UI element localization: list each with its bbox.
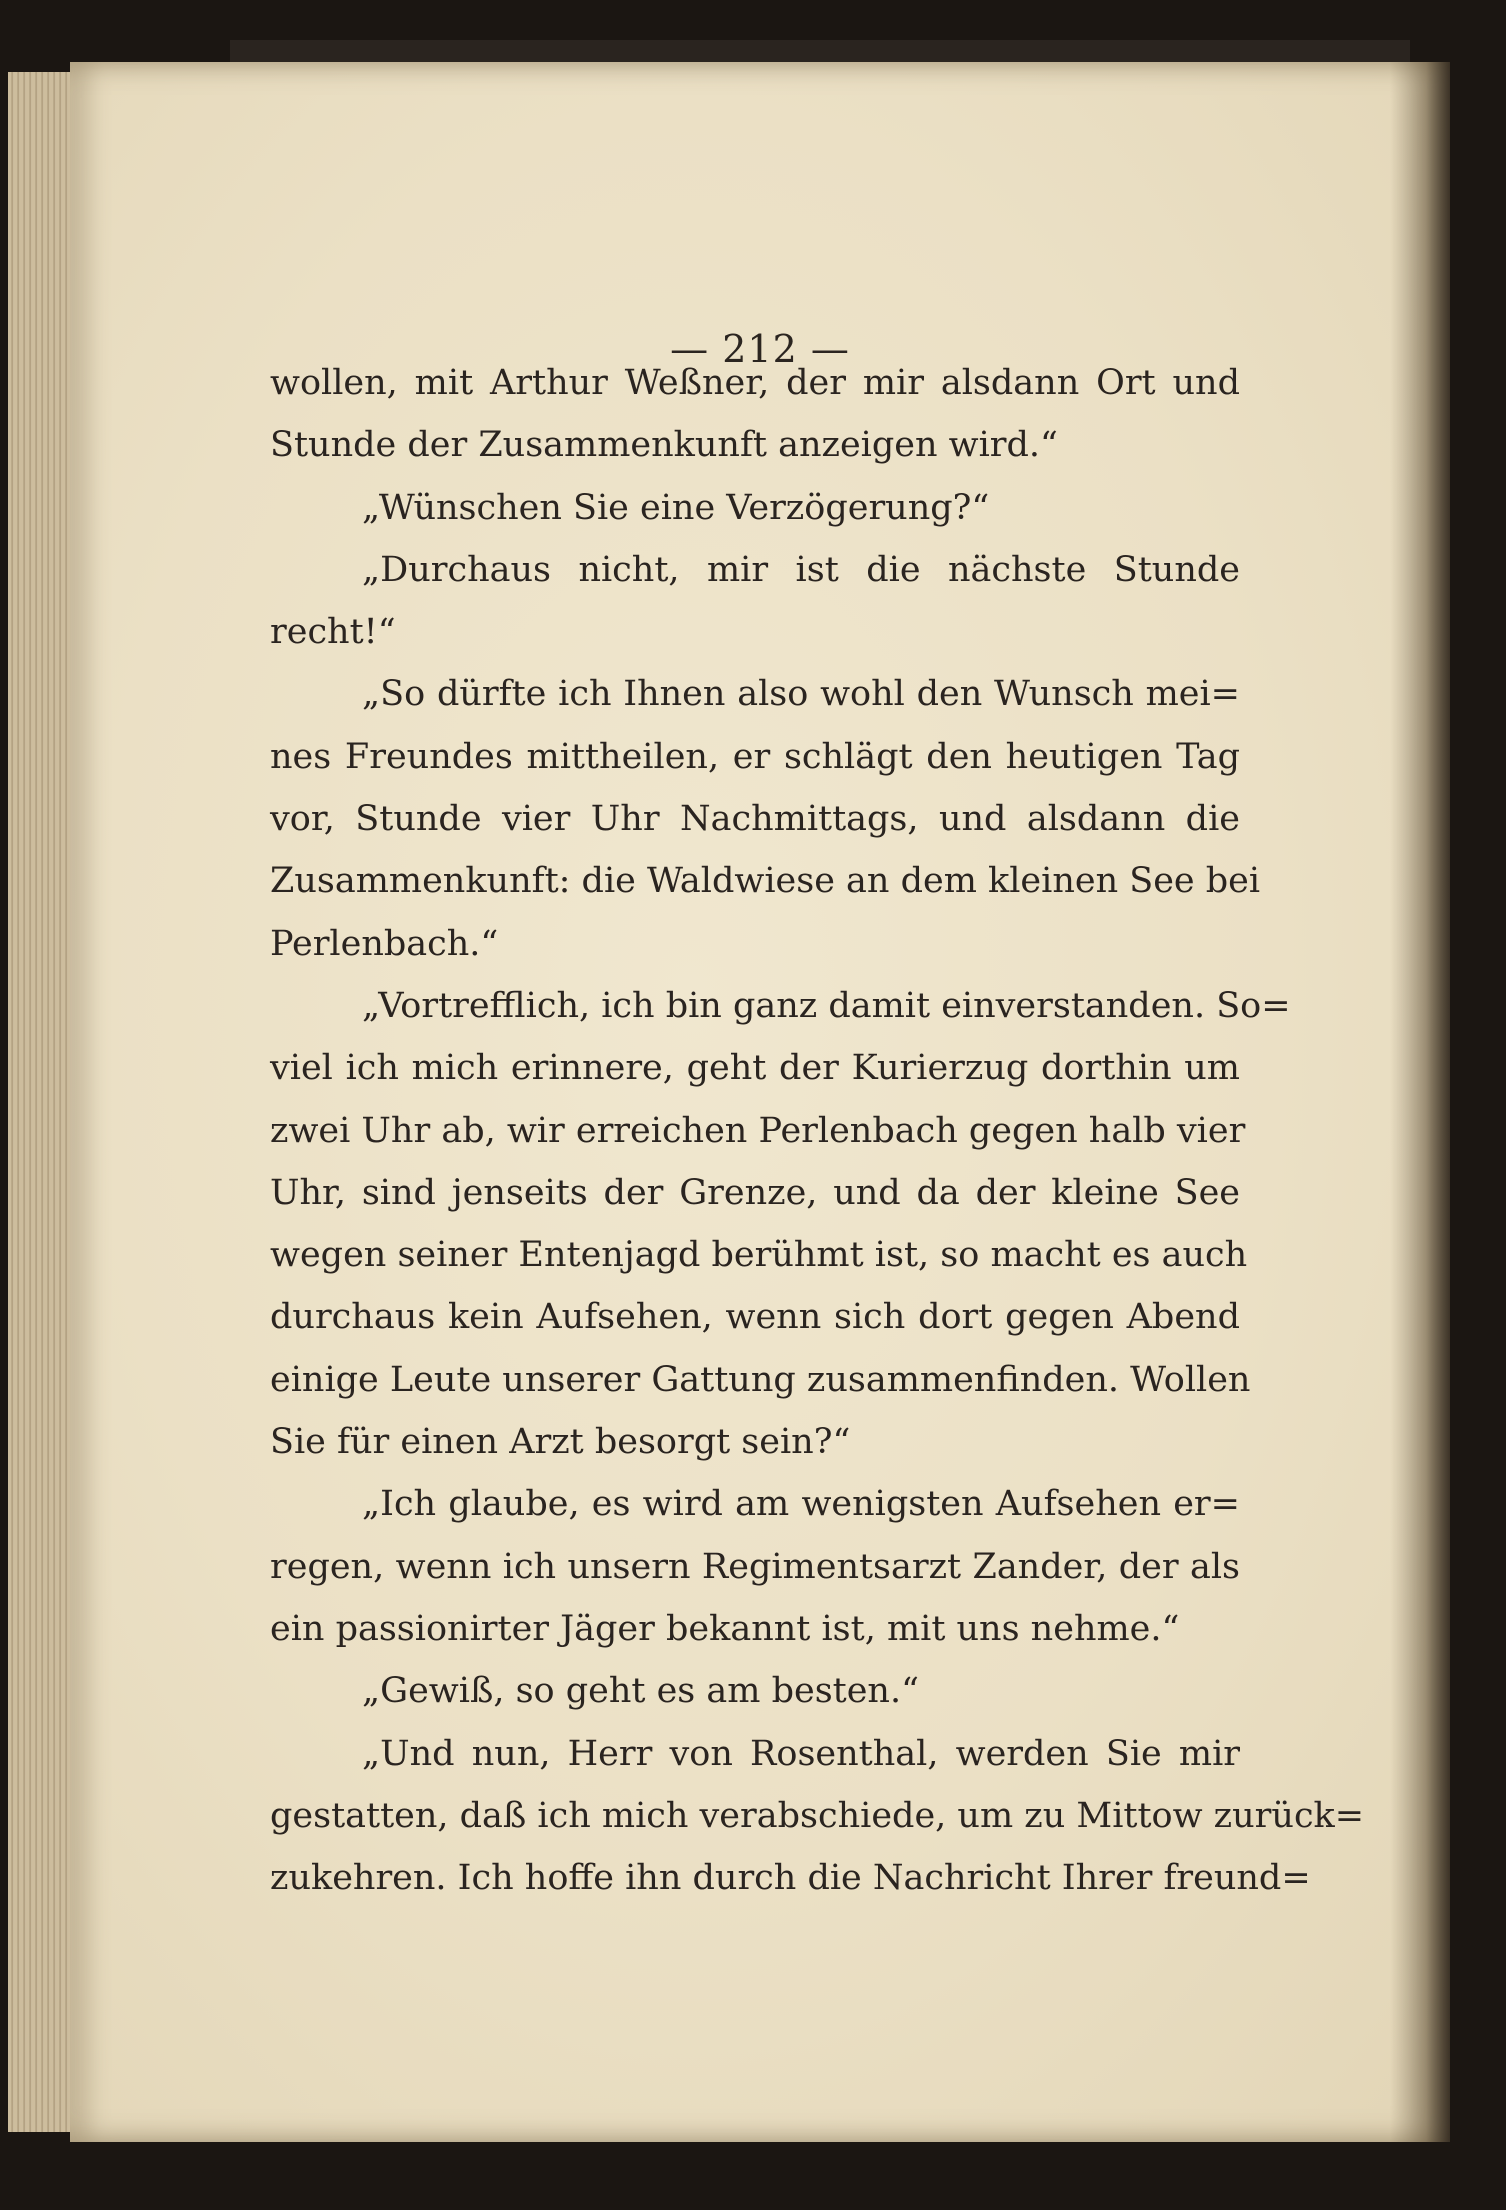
text-line: „Durchaus nicht, mir ist die nächste Stunde bbox=[362, 549, 1240, 590]
text-line: Perlenbach.“ bbox=[270, 923, 499, 964]
text-line: durchaus kein Aufsehen, wenn sich dort gegen Abend bbox=[270, 1297, 1240, 1338]
text-line: regen, wenn ich unsern Regimentsarzt Zander, der als bbox=[270, 1546, 1240, 1587]
page-number: — 212 — bbox=[670, 327, 850, 371]
text-line: einige Leute unserer Gattung zusammenfinden. Wollen bbox=[270, 1359, 1251, 1400]
text-line: „Gewiß, so geht es am besten.“ bbox=[362, 1671, 919, 1712]
text-line: „Ich glaube, es wird am wenigsten Aufsehen er= bbox=[362, 1484, 1240, 1525]
text-line: gestatten, daß ich mich verabschiede, um zu Mittow zurück= bbox=[270, 1795, 1365, 1836]
text-line: „So dürfte ich Ihnen also wohl den Wunsch mei= bbox=[362, 674, 1240, 715]
text-line: recht!“ bbox=[270, 612, 396, 653]
text-line: zukehren. Ich hoffe ihn durch die Nachricht Ihrer freund= bbox=[270, 1858, 1311, 1899]
text-line: viel ich mich erinnere, geht der Kurierzug dorthin um bbox=[270, 1048, 1240, 1089]
text-line: „Wünschen Sie eine Verzögerung?“ bbox=[362, 487, 990, 528]
body-text bbox=[270, 352, 1365, 1909]
text-line: ein passionirter Jäger bekannt ist, mit uns nehme.“ bbox=[270, 1608, 1180, 1649]
text-line: zwei Uhr ab, wir erreichen Perlenbach gegen halb vier bbox=[270, 1110, 1246, 1151]
text-line: wollen, mit Arthur Weßner, der mir alsdann Ort und bbox=[270, 363, 1240, 403]
text-line: Zusammenkunft: die Waldwiese an dem kleinen See bei bbox=[270, 861, 1261, 902]
text-line: „Und nun, Herr von Rosenthal, werden Sie mir bbox=[362, 1733, 1240, 1774]
text-line: Sie für einen Arzt besorgt sein?“ bbox=[270, 1422, 851, 1463]
text-line: wegen seiner Entenjagd berühmt ist, so macht es auch bbox=[270, 1235, 1248, 1276]
page-gutter-shadow bbox=[1390, 62, 1450, 2142]
text-line: Stunde der Zusammenkunft anzeigen wird.“ bbox=[270, 425, 1058, 466]
text-line: vor, Stunde vier Uhr Nachmittags, und alsdann die bbox=[270, 799, 1240, 840]
text-line: nes Freundes mittheilen, er schlägt den heutigen Tag bbox=[270, 736, 1240, 777]
text-line: „Vortrefflich, ich bin ganz damit einverstanden. So= bbox=[362, 985, 1291, 1026]
text-line: Uhr, sind jenseits der Grenze, und da der kleine See bbox=[270, 1172, 1240, 1213]
